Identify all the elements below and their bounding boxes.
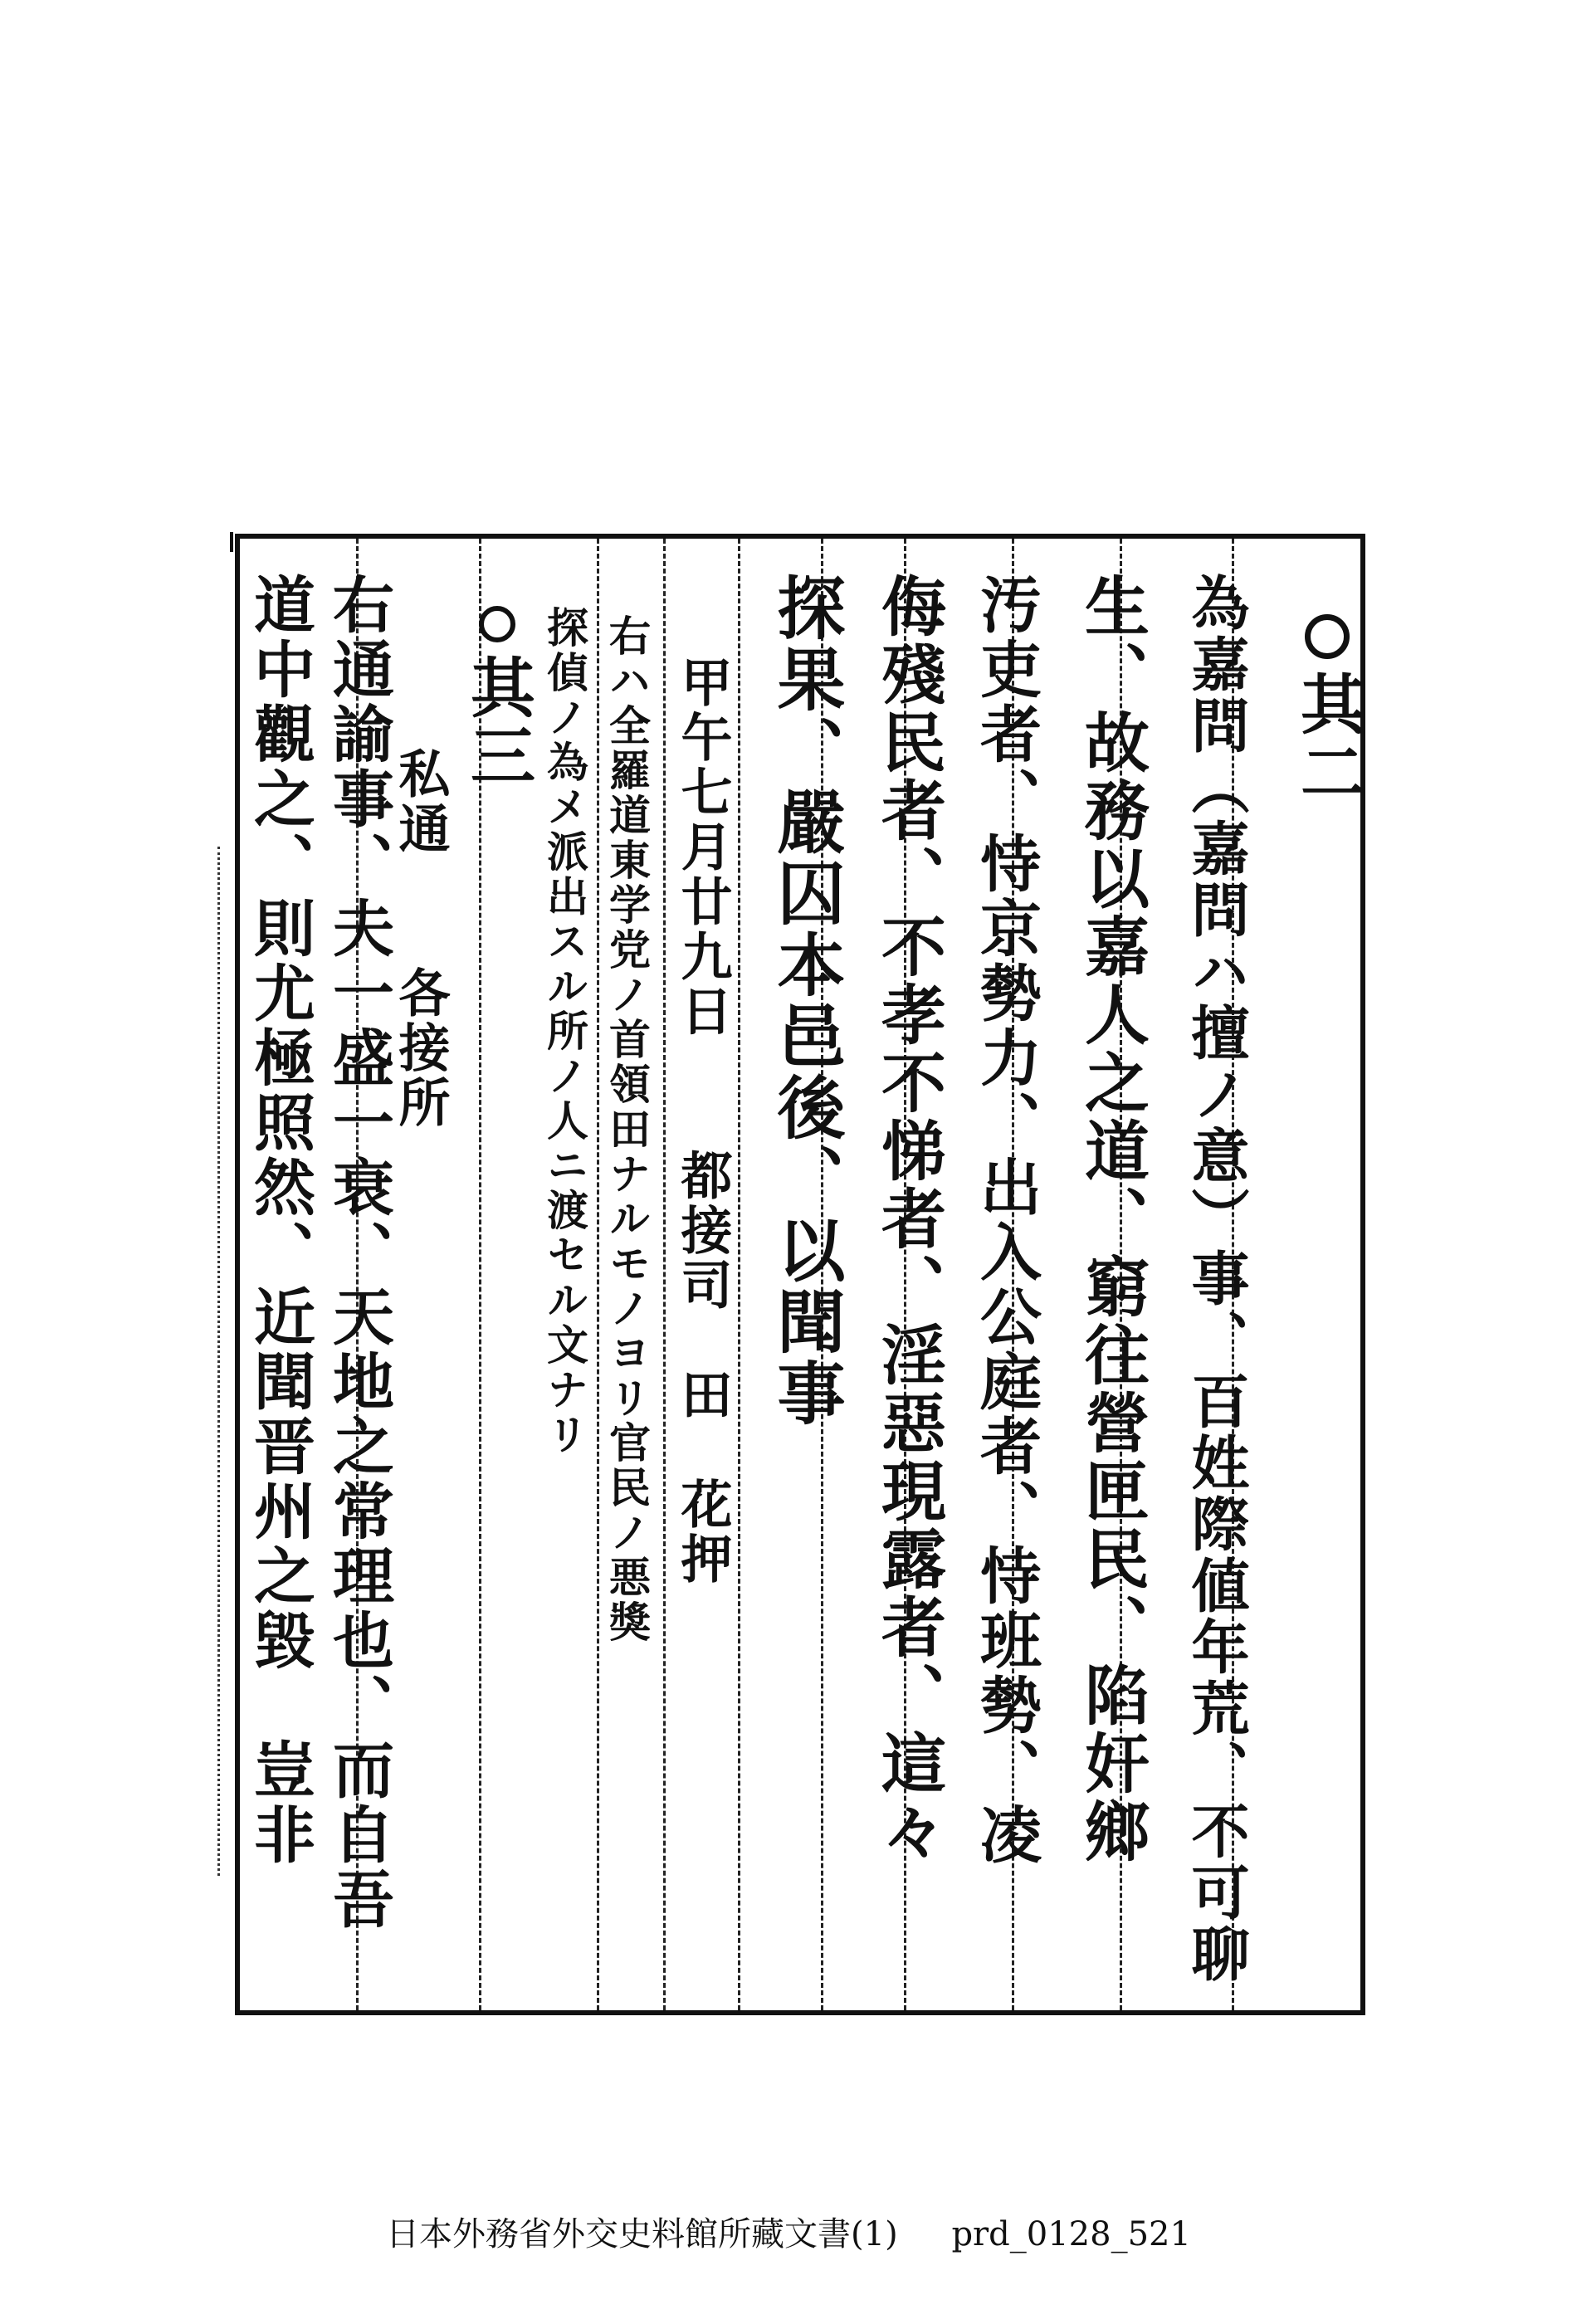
column-rule: [597, 539, 599, 2010]
heading-text: 其三: [460, 654, 535, 790]
text-column-1: 為嘉問（嘉問ハ擅ノ意）事、百姓際値年荒、不可聊: [1182, 573, 1251, 1985]
circle-mark-icon: [1305, 614, 1350, 659]
date-signature-line: 甲午七月廿九日 都接司 田 花押: [672, 656, 733, 1587]
heading-part-three: [460, 606, 535, 790]
footer-source: 日本外務省外交史料館所藏文書(1): [386, 2215, 898, 2253]
circle-mark-icon: [479, 606, 515, 642]
text-column-6: 右通諭事、夫一盛一衰、天地之常理也、而自吾: [323, 573, 394, 1932]
column-rule: [738, 539, 740, 2010]
private-notice-address: 私通 各接所: [390, 747, 451, 1130]
library-stamp: [217, 847, 242, 1876]
frame-corner-mark: [230, 532, 243, 552]
column-rule: [663, 539, 666, 2010]
text-column-4: 侮殘民者、不孝不悌者、淫惡現露者、這々: [871, 573, 946, 1866]
text-column-5: 探果、嚴囚本邑後、以聞事: [766, 573, 846, 1429]
text-column-7: 道中觀之、則尤極照然、近聞晋州之毀 豈非: [244, 573, 315, 1868]
text-column-3: 汚吏者、恃京勢力、出入公庭者、恃班勢、凌: [970, 573, 1042, 1868]
heading-text: 其二: [1290, 671, 1365, 807]
footer-caption: [0, 2208, 1577, 2255]
note-line-1: 右ハ全羅道東学党ノ首領田ナルモノヨリ官民ノ悪獎: [603, 614, 652, 1645]
text-column-2: 生、故務以嘉人之道、窮往營匣民、陷奸鄉: [1074, 573, 1150, 1866]
footer-id: prd_0128_521: [951, 2215, 1191, 2253]
heading-part-two: [1290, 614, 1365, 807]
note-line-2: 探偵ノ為メ派出スル所ノ人ニ渡セル文ナリ: [540, 606, 589, 1457]
